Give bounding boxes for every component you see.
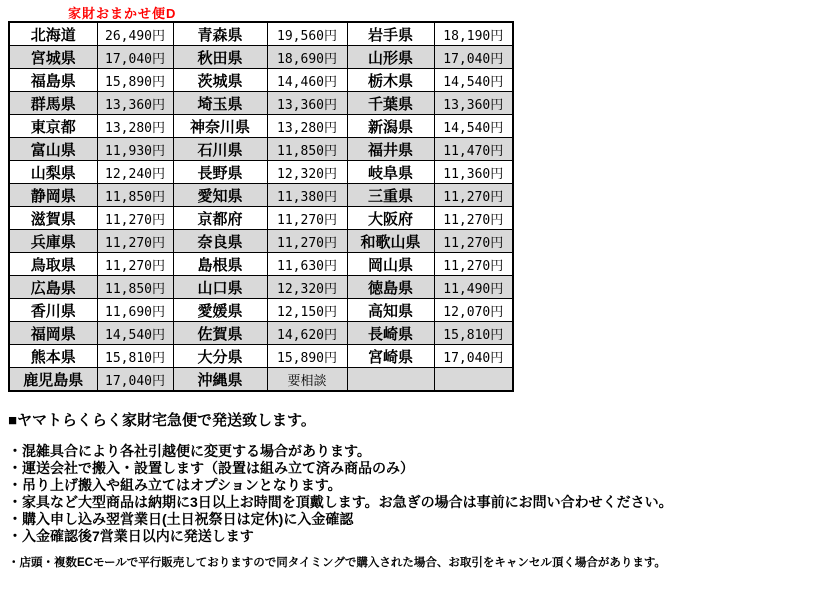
- note-bullet: ・購入申し込み翌営業日(土日祝祭日は定休)に入金確認: [8, 511, 354, 527]
- price-cell: 11,270円: [434, 207, 513, 230]
- price-cell: 11,270円: [434, 253, 513, 276]
- prefecture-cell: 大阪府: [347, 207, 434, 230]
- price-cell: 11,270円: [97, 230, 173, 253]
- shipping-fee-table: [8, 21, 514, 392]
- prefecture-cell: 鹿児島県: [9, 368, 97, 392]
- price-cell: 11,270円: [267, 230, 347, 253]
- prefecture-cell: 山形県: [347, 46, 434, 69]
- prefecture-cell: 愛知県: [173, 184, 267, 207]
- price-cell: 12,320円: [267, 276, 347, 299]
- prefecture-cell: 北海道: [9, 22, 97, 46]
- table-row: [9, 368, 513, 392]
- price-cell: 14,460円: [267, 69, 347, 92]
- price-cell: 12,320円: [267, 161, 347, 184]
- prefecture-cell: 佐賀県: [173, 322, 267, 345]
- notes-footnote: ・店頭・複数ECモールで平行販売しておりますので同タイミングで購入された場合、お取引をキャンセル頂く場合があります。: [8, 557, 666, 569]
- price-cell: 17,040円: [97, 46, 173, 69]
- price-cell: 11,690円: [97, 299, 173, 322]
- prefecture-cell: 香川県: [9, 299, 97, 322]
- prefecture-cell: 青森県: [173, 22, 267, 46]
- price-cell: 11,270円: [267, 207, 347, 230]
- table-row: [9, 322, 513, 345]
- price-cell: 11,850円: [267, 138, 347, 161]
- price-cell: 13,280円: [97, 115, 173, 138]
- notes-heading: ■ヤマトらくらく家財宅急便で発送致します。: [8, 412, 316, 429]
- price-cell: 26,490円: [97, 22, 173, 46]
- table-row: [9, 22, 513, 46]
- price-cell: 13,360円: [97, 92, 173, 115]
- prefecture-cell: 福島県: [9, 69, 97, 92]
- prefecture-cell: 静岡県: [9, 184, 97, 207]
- note-bullet: ・混雑具合により各社引越便に変更する場合があります。: [8, 443, 371, 459]
- price-cell: 11,630円: [267, 253, 347, 276]
- prefecture-cell: 岡山県: [347, 253, 434, 276]
- price-cell: 11,490円: [434, 276, 513, 299]
- prefecture-cell: 和歌山県: [347, 230, 434, 253]
- shipping-fee-table-body: [9, 22, 513, 391]
- price-cell: 11,850円: [97, 276, 173, 299]
- prefecture-cell: 愛媛県: [173, 299, 267, 322]
- prefecture-cell: 沖縄県: [173, 368, 267, 392]
- table-row: [9, 276, 513, 299]
- prefecture-cell: 奈良県: [173, 230, 267, 253]
- prefecture-cell: 宮城県: [9, 46, 97, 69]
- table-row: [9, 253, 513, 276]
- price-cell: 11,360円: [434, 161, 513, 184]
- prefecture-cell: 広島県: [9, 276, 97, 299]
- table-row: [9, 299, 513, 322]
- service-title: 家財おまかせ便D: [68, 6, 177, 21]
- price-cell: 11,270円: [434, 184, 513, 207]
- price-cell: 11,850円: [97, 184, 173, 207]
- prefecture-cell: 千葉県: [347, 92, 434, 115]
- price-cell: 17,040円: [97, 368, 173, 392]
- table-row: [9, 92, 513, 115]
- note-bullet: ・家具など大型商品は納期に3日以上お時間を頂戴します。お急ぎの場合は事前にお問い合わせください。: [8, 494, 673, 510]
- prefecture-cell: 島根県: [173, 253, 267, 276]
- price-cell: 11,470円: [434, 138, 513, 161]
- table-row: [9, 69, 513, 92]
- table-row: [9, 138, 513, 161]
- prefecture-cell: 高知県: [347, 299, 434, 322]
- note-bullet: ・吊り上げ搬入や組み立てはオプションとなります。: [8, 477, 342, 493]
- price-cell: 12,240円: [97, 161, 173, 184]
- table-row: [9, 184, 513, 207]
- price-cell: 11,930円: [97, 138, 173, 161]
- prefecture-cell: 山梨県: [9, 161, 97, 184]
- price-cell: 13,280円: [267, 115, 347, 138]
- prefecture-cell: 滋賀県: [9, 207, 97, 230]
- prefecture-cell: 東京都: [9, 115, 97, 138]
- prefecture-cell: 京都府: [173, 207, 267, 230]
- price-cell: 要相談: [267, 368, 347, 392]
- price-cell: 19,560円: [267, 22, 347, 46]
- price-cell: 15,810円: [434, 322, 513, 345]
- price-cell: 11,270円: [97, 207, 173, 230]
- price-cell: 14,620円: [267, 322, 347, 345]
- price-cell: [434, 368, 513, 392]
- price-cell: 15,810円: [97, 345, 173, 368]
- prefecture-cell: 大分県: [173, 345, 267, 368]
- price-cell: 12,070円: [434, 299, 513, 322]
- price-cell: 14,540円: [434, 69, 513, 92]
- prefecture-cell: 宮崎県: [347, 345, 434, 368]
- note-bullet: ・入金確認後7営業日以内に発送します: [8, 528, 254, 544]
- price-cell: 18,690円: [267, 46, 347, 69]
- prefecture-cell: 栃木県: [347, 69, 434, 92]
- prefecture-cell: 新潟県: [347, 115, 434, 138]
- price-cell: 11,270円: [434, 230, 513, 253]
- price-cell: 12,150円: [267, 299, 347, 322]
- prefecture-cell: 福井県: [347, 138, 434, 161]
- price-cell: 15,890円: [267, 345, 347, 368]
- price-cell: 11,380円: [267, 184, 347, 207]
- price-cell: 14,540円: [97, 322, 173, 345]
- price-cell: 17,040円: [434, 345, 513, 368]
- prefecture-cell: 神奈川県: [173, 115, 267, 138]
- price-cell: 13,360円: [434, 92, 513, 115]
- notes-section: [8, 412, 820, 570]
- prefecture-cell: 熊本県: [9, 345, 97, 368]
- table-row: [9, 207, 513, 230]
- prefecture-cell: 秋田県: [173, 46, 267, 69]
- prefecture-cell: 長野県: [173, 161, 267, 184]
- prefecture-cell: 茨城県: [173, 69, 267, 92]
- prefecture-cell: 長崎県: [347, 322, 434, 345]
- prefecture-cell: 群馬県: [9, 92, 97, 115]
- price-cell: 15,890円: [97, 69, 173, 92]
- price-cell: 14,540円: [434, 115, 513, 138]
- prefecture-cell: 石川県: [173, 138, 267, 161]
- table-row: [9, 161, 513, 184]
- prefecture-cell: 埼玉県: [173, 92, 267, 115]
- prefecture-cell: 兵庫県: [9, 230, 97, 253]
- prefecture-cell: 鳥取県: [9, 253, 97, 276]
- price-cell: 18,190円: [434, 22, 513, 46]
- prefecture-cell: 富山県: [9, 138, 97, 161]
- prefecture-cell: [347, 368, 434, 392]
- notes-bullet-list: [8, 443, 820, 545]
- price-cell: 11,270円: [97, 253, 173, 276]
- note-bullet: ・運送会社で搬入・設置します（設置は組み立て済み商品のみ）: [8, 460, 414, 476]
- prefecture-cell: 三重県: [347, 184, 434, 207]
- prefecture-cell: 徳島県: [347, 276, 434, 299]
- price-cell: 13,360円: [267, 92, 347, 115]
- prefecture-cell: 岩手県: [347, 22, 434, 46]
- table-row: [9, 46, 513, 69]
- price-cell: 17,040円: [434, 46, 513, 69]
- table-row: [9, 115, 513, 138]
- prefecture-cell: 福岡県: [9, 322, 97, 345]
- table-row: [9, 230, 513, 253]
- prefecture-cell: 岐阜県: [347, 161, 434, 184]
- prefecture-cell: 山口県: [173, 276, 267, 299]
- table-row: [9, 345, 513, 368]
